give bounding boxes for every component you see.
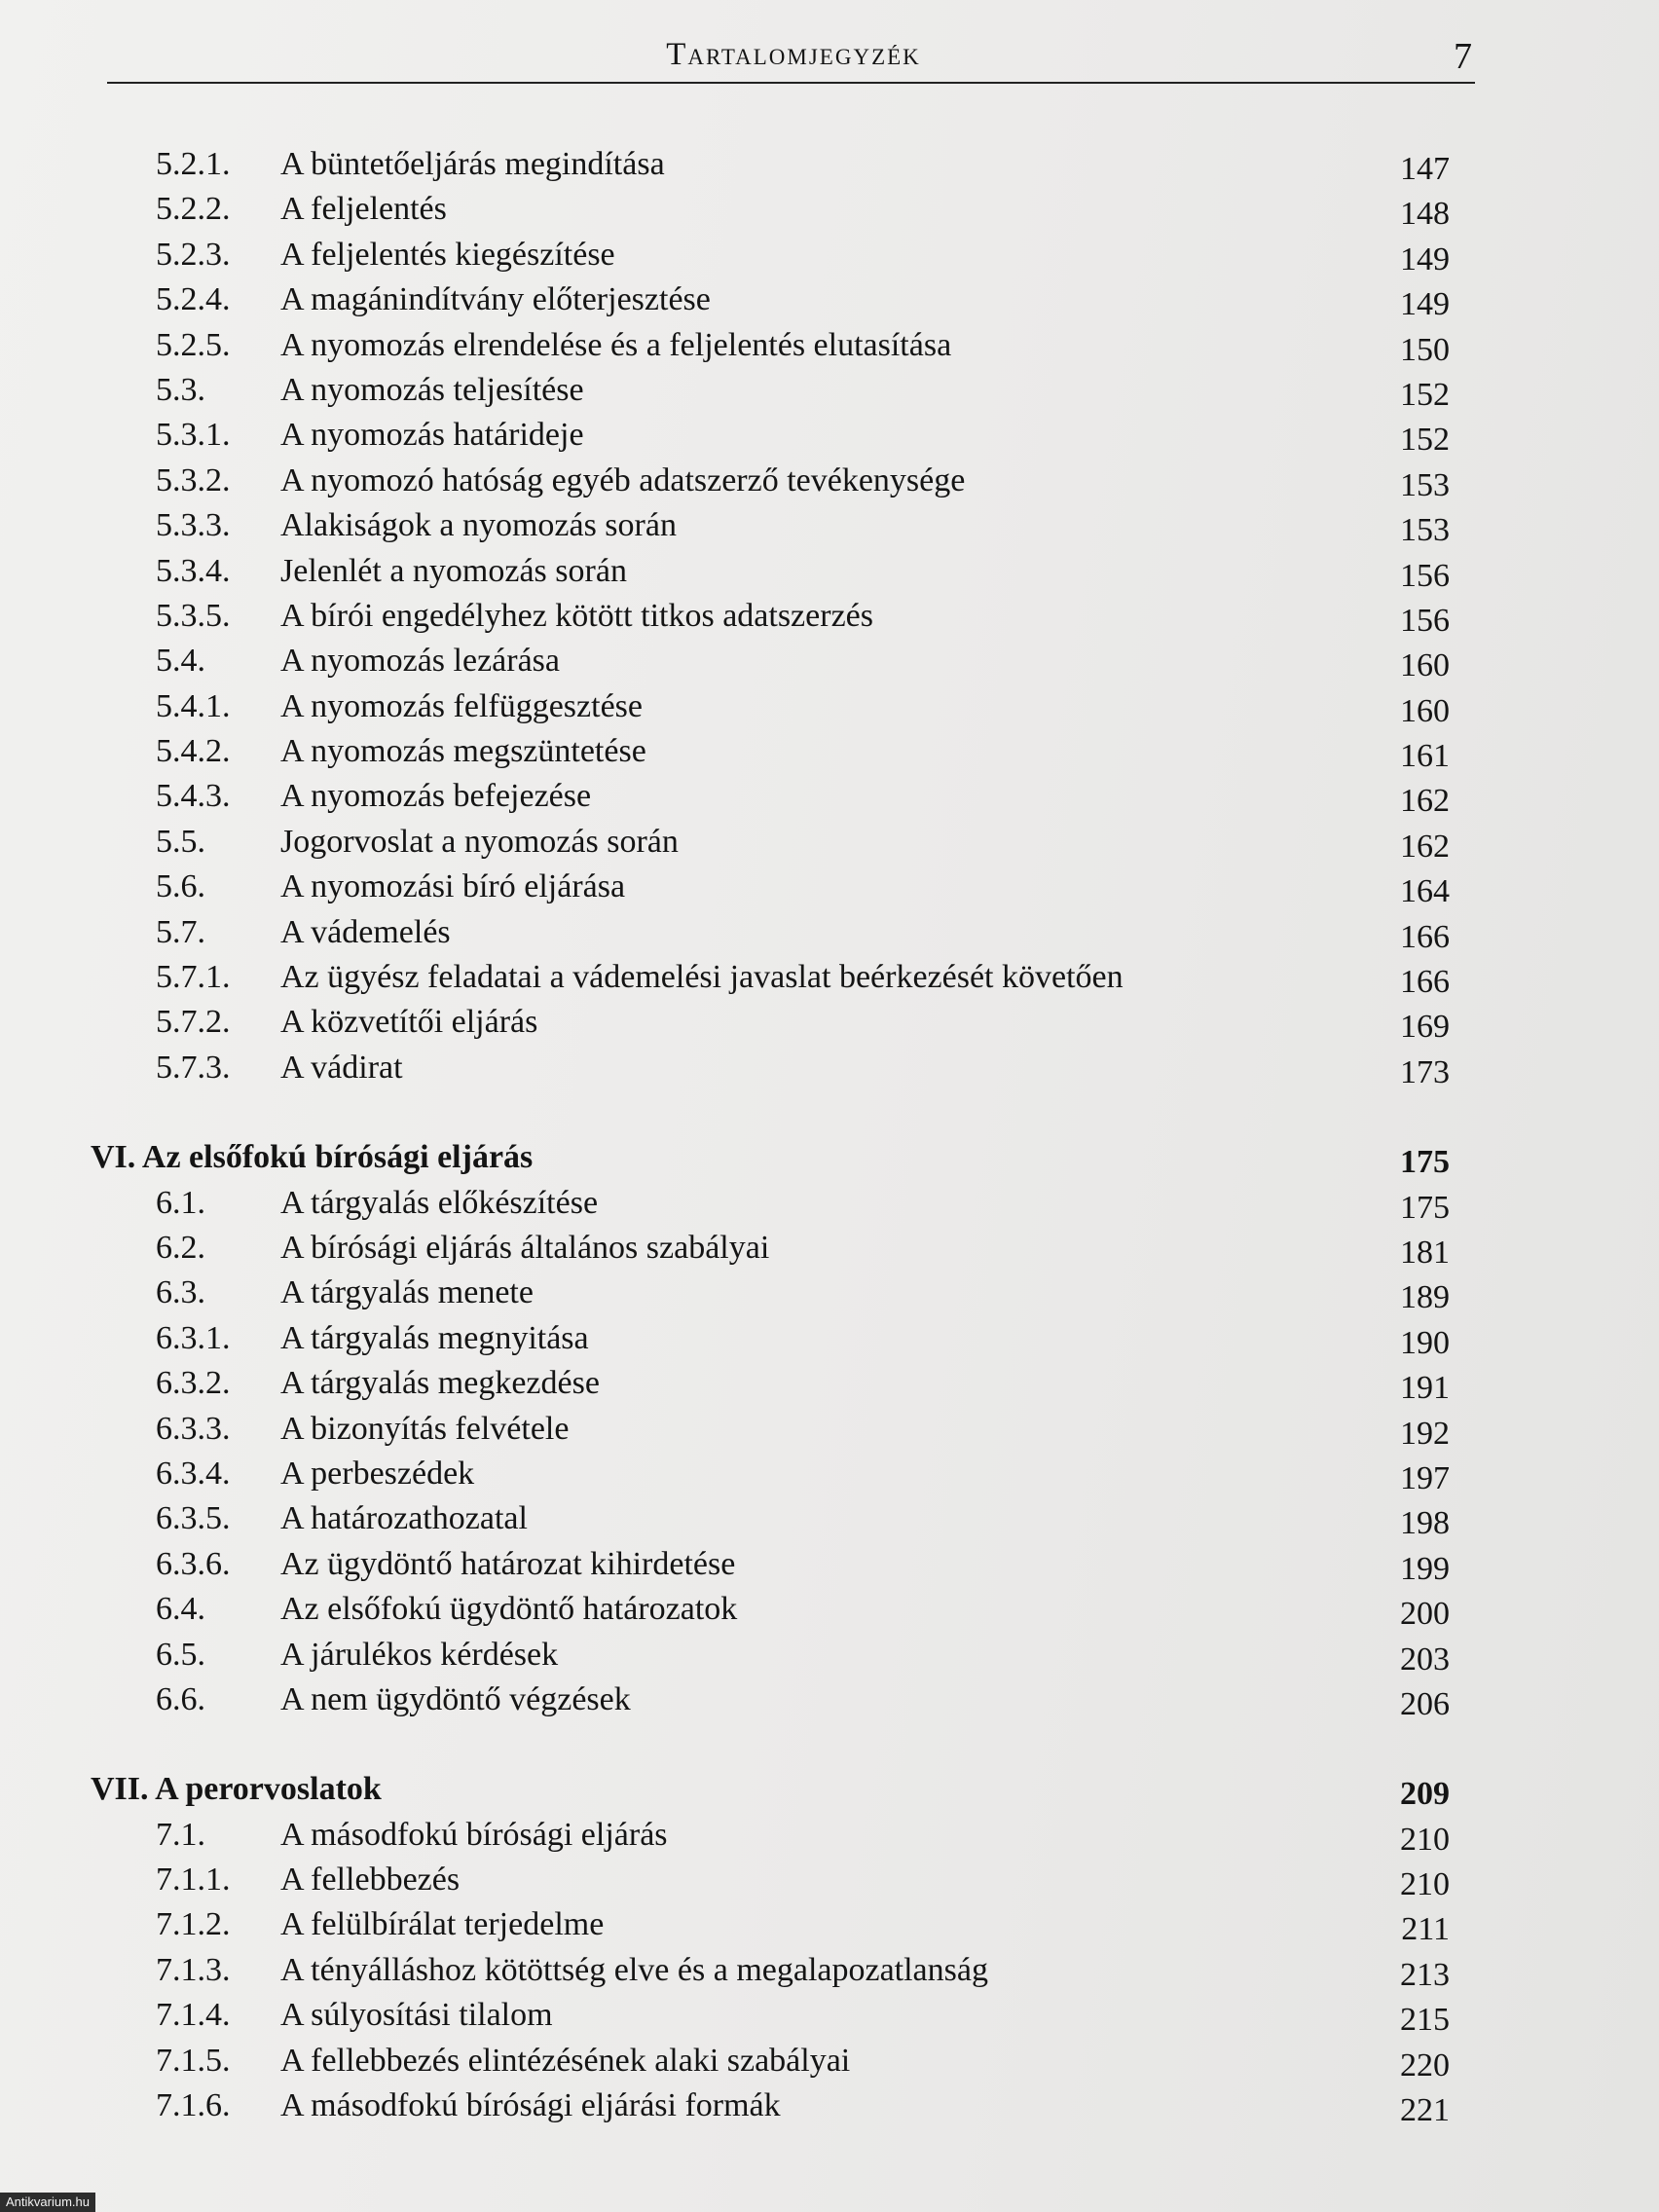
toc-section-title: A nyomozás befejezése — [280, 778, 592, 815]
toc-section-title: A nyomozás megszüntetése — [280, 733, 646, 770]
toc-row — [0, 462, 1659, 507]
toc-section-number: 6.3.1. — [156, 1319, 231, 1356]
toc-page-number: 156 — [1400, 557, 1450, 594]
toc-section-number: 6.3.5. — [156, 1500, 231, 1537]
toc-page-number: 213 — [1400, 1956, 1450, 1993]
toc-row — [0, 1185, 1659, 1230]
header-rule — [107, 82, 1475, 84]
toc-row — [0, 914, 1659, 959]
toc-chapter-title: VI. Az elsőfokú bírósági eljárás — [91, 1139, 534, 1176]
toc-section-title: A közvetítői eljárás — [280, 1004, 538, 1041]
toc-section-title: A fellebbezés elintézésének alaki szabályai — [280, 2042, 851, 2079]
toc-section-number: 6.3.4. — [156, 1455, 231, 1492]
toc-row — [0, 733, 1659, 778]
toc-section-number: 6.5. — [156, 1636, 205, 1673]
toc-section-title: Jelenlét a nyomozás során — [280, 552, 627, 589]
toc-row — [0, 1365, 1659, 1410]
toc-page-number: 198 — [1400, 1505, 1450, 1542]
toc-page-number: 175 — [1400, 1189, 1450, 1226]
toc-page-number: 191 — [1400, 1370, 1450, 1407]
toc-section-title: Jogorvoslat a nyomozás során — [280, 823, 679, 860]
toc-section-number: 7.1.3. — [156, 1951, 231, 1988]
toc-section-title: A büntetőeljárás megindítása — [280, 146, 665, 182]
toc-page-number: 210 — [1400, 1866, 1450, 1903]
toc-row — [0, 507, 1659, 552]
toc-chapter-row — [0, 1139, 1659, 1184]
toc-section-number: 5.7.1. — [156, 959, 231, 996]
toc-section-title: Az ügyész feladatai a vádemelési javaslat beérkezését követően — [280, 959, 1124, 996]
toc-row — [0, 1230, 1659, 1274]
toc-row — [0, 643, 1659, 687]
toc-section-title: A tárgyalás megkezdése — [280, 1365, 600, 1402]
toc-section-title: A nyomozás teljesítése — [280, 371, 584, 408]
toc-section-number: 6.1. — [156, 1184, 205, 1221]
toc-section-title: A perbeszédek — [280, 1455, 475, 1492]
toc-section-title: A másodfokú bírósági eljárási formák — [280, 2087, 781, 2124]
toc-section-number: 7.1.4. — [156, 1997, 231, 2034]
toc-section-number: 6.6. — [156, 1680, 205, 1717]
toc-section-number: 5.3. — [156, 371, 205, 408]
toc-page-number: 149 — [1400, 240, 1450, 277]
toc-row — [0, 1817, 1659, 1862]
section-gap — [0, 1726, 1659, 1771]
toc-row — [0, 2043, 1659, 2087]
toc-page-number: 221 — [1400, 2092, 1450, 2129]
toc-page-number: 199 — [1400, 1550, 1450, 1587]
toc-section-number: 7.1. — [156, 1816, 205, 1853]
toc-page-number: 164 — [1400, 873, 1450, 910]
toc-section-title: A határozathozatal — [280, 1500, 528, 1537]
toc-row — [0, 281, 1659, 326]
toc-section-number: 5.3.4. — [156, 552, 231, 589]
toc-section-title: A bírósági eljárás általános szabályai — [280, 1229, 770, 1266]
toc-row — [0, 868, 1659, 913]
toc-page-number: 200 — [1400, 1596, 1450, 1633]
toc-section-number: 5.7. — [156, 913, 205, 950]
toc-row — [0, 1681, 1659, 1726]
toc-section-title: A tárgyalás menete — [280, 1274, 534, 1311]
toc-section-number: 5.2.2. — [156, 191, 231, 228]
toc-page-number: 156 — [1400, 602, 1450, 639]
toc-row — [0, 1997, 1659, 2042]
toc-page-number: 209 — [1400, 1776, 1450, 1813]
toc-row — [0, 1591, 1659, 1636]
toc-row — [0, 1952, 1659, 1997]
toc-page-number: 149 — [1400, 286, 1450, 323]
toc-page-number: 197 — [1400, 1459, 1450, 1496]
toc-section-number: 5.5. — [156, 823, 205, 860]
toc-page-number: 166 — [1400, 964, 1450, 1001]
toc-row — [0, 1004, 1659, 1049]
toc-page-number: 153 — [1400, 512, 1450, 549]
toc-page-number: 181 — [1400, 1234, 1450, 1271]
toc-section-number: 5.2.3. — [156, 236, 231, 273]
toc-row — [0, 688, 1659, 733]
toc-row — [0, 824, 1659, 868]
toc-section-title: A nem ügydöntő végzések — [280, 1680, 631, 1717]
toc-section-number: 6.2. — [156, 1229, 205, 1266]
toc-section-title: A bírói engedélyhez kötött titkos adatszerzés — [280, 597, 873, 634]
toc-section-title: Az ügydöntő határozat kihirdetése — [280, 1545, 736, 1582]
toc-section-number: 6.4. — [156, 1591, 205, 1628]
toc-section-number: 6.3.6. — [156, 1545, 231, 1582]
toc-section-title: A feljelentés kiegészítése — [280, 236, 615, 273]
toc-section-number: 7.1.1. — [156, 1862, 231, 1899]
toc-section-number: 5.3.3. — [156, 507, 231, 544]
toc-section-title: A nyomozás felfüggesztése — [280, 687, 643, 724]
toc-section-title: A nyomozó hatóság egyéb adatszerző tevékenysége — [280, 461, 966, 498]
toc-page-number: 166 — [1400, 918, 1450, 955]
toc-section-number: 7.1.5. — [156, 2042, 231, 2079]
section-gap — [0, 1094, 1659, 1139]
toc-row — [0, 191, 1659, 236]
toc-chapter-title: VII. A perorvoslatok — [91, 1771, 382, 1808]
toc-page-number: 162 — [1400, 828, 1450, 865]
toc-section-number: 5.4.3. — [156, 778, 231, 815]
toc-section-number: 5.3.1. — [156, 417, 231, 454]
toc-section-number: 5.3.2. — [156, 461, 231, 498]
toc-section-number: 5.7.2. — [156, 1004, 231, 1041]
toc-section-title: A tényálláshoz kötöttség elve és a megalapozatlanság — [280, 1951, 988, 1988]
toc-section-number: 5.2.1. — [156, 146, 231, 182]
toc-page-number: 161 — [1400, 738, 1450, 775]
toc-row — [0, 1050, 1659, 1094]
toc-row — [0, 237, 1659, 281]
toc-row — [0, 1637, 1659, 1681]
toc-page-number: 175 — [1400, 1144, 1450, 1181]
toc-section-title: A súlyosítási tilalom — [280, 1997, 553, 2034]
toc-page-number: 190 — [1400, 1324, 1450, 1361]
toc-page-number: 210 — [1400, 1821, 1450, 1858]
toc-page-number: 152 — [1400, 376, 1450, 413]
toc-row — [0, 959, 1659, 1004]
toc-section-number: 5.4.2. — [156, 733, 231, 770]
toc-section-number: 6.3.2. — [156, 1365, 231, 1402]
toc-row — [0, 1274, 1659, 1319]
toc-page-number: 162 — [1400, 783, 1450, 820]
toc-section-title: A nyomozás határideje — [280, 417, 584, 454]
toc-section-title: A másodfokú bírósági eljárás — [280, 1816, 668, 1853]
toc-section-number: 5.2.5. — [156, 326, 231, 363]
watermark: Antikvarium.hu — [0, 2193, 95, 2212]
toc-page-number: 189 — [1400, 1279, 1450, 1316]
toc-row — [0, 1546, 1659, 1591]
toc-row — [0, 1320, 1659, 1365]
toc-row — [0, 553, 1659, 598]
toc-section-number: 7.1.2. — [156, 1906, 231, 1943]
toc-row — [0, 372, 1659, 417]
toc-page-number: 160 — [1400, 692, 1450, 729]
toc-row — [0, 1862, 1659, 1906]
toc-section-title: A bizonyítás felvétele — [280, 1410, 570, 1447]
toc-row — [0, 1456, 1659, 1500]
toc-section-number: 5.4.1. — [156, 687, 231, 724]
toc-page-number: 211 — [1401, 1911, 1450, 1948]
toc-page-number: 147 — [1400, 151, 1450, 187]
toc-page-number: 215 — [1400, 2002, 1450, 2039]
toc-section-title: A feljelentés — [280, 191, 447, 228]
toc-chapter-row — [0, 1771, 1659, 1816]
toc-section-title: A nyomozási bíró eljárása — [280, 868, 626, 905]
toc-section-title: A nyomozás elrendelése és a feljelentés elutasítása — [280, 326, 952, 363]
toc-page-number: 153 — [1400, 466, 1450, 503]
toc-page-number: 206 — [1400, 1685, 1450, 1722]
toc-row — [0, 417, 1659, 461]
toc-section-number: 5.3.5. — [156, 597, 231, 634]
toc-section-title: A fellebbezés — [280, 1862, 461, 1899]
toc-page-number: 220 — [1400, 2046, 1450, 2083]
toc-section-title: Alakiságok a nyomozás során — [280, 507, 677, 544]
running-header-page-number: 7 — [1454, 36, 1472, 77]
toc-row — [0, 2087, 1659, 2132]
toc-row — [0, 1411, 1659, 1456]
toc-page-number: 152 — [1400, 422, 1450, 459]
toc-page-number: 169 — [1400, 1009, 1450, 1046]
toc-row — [0, 598, 1659, 643]
table-of-contents — [0, 146, 1659, 2132]
toc-section-number: 5.4. — [156, 643, 205, 680]
toc-section-title: A járulékos kérdések — [280, 1636, 559, 1673]
toc-section-number: 5.2.4. — [156, 281, 231, 318]
toc-row — [0, 778, 1659, 823]
toc-row — [0, 1500, 1659, 1545]
toc-section-title: Az elsőfokú ügydöntő határozatok — [280, 1591, 738, 1628]
toc-section-title: A nyomozás lezárása — [280, 643, 560, 680]
toc-section-number: 5.7.3. — [156, 1049, 231, 1086]
toc-page-number: 150 — [1400, 331, 1450, 368]
toc-row — [0, 327, 1659, 372]
toc-page-number: 192 — [1400, 1415, 1450, 1452]
toc-page-number: 148 — [1400, 196, 1450, 233]
toc-section-title: A tárgyalás előkészítése — [280, 1184, 599, 1221]
toc-row — [0, 146, 1659, 191]
running-header-title: Tartalomjegyzék — [666, 37, 921, 72]
toc-section-number: 6.3.3. — [156, 1410, 231, 1447]
toc-row — [0, 1906, 1659, 1951]
toc-section-number: 6.3. — [156, 1274, 205, 1311]
toc-page-number: 173 — [1400, 1053, 1450, 1090]
toc-page-number: 203 — [1400, 1641, 1450, 1677]
toc-section-title: A vádemelés — [280, 913, 451, 950]
toc-section-number: 5.6. — [156, 868, 205, 905]
toc-page-number: 160 — [1400, 647, 1450, 684]
toc-section-title: A vádirat — [280, 1049, 403, 1086]
toc-section-title: A tárgyalás megnyitása — [280, 1319, 589, 1356]
toc-section-title: A magánindítvány előterjesztése — [280, 281, 711, 318]
toc-section-title: A felülbírálat terjedelme — [280, 1906, 605, 1943]
toc-section-number: 7.1.6. — [156, 2087, 231, 2124]
